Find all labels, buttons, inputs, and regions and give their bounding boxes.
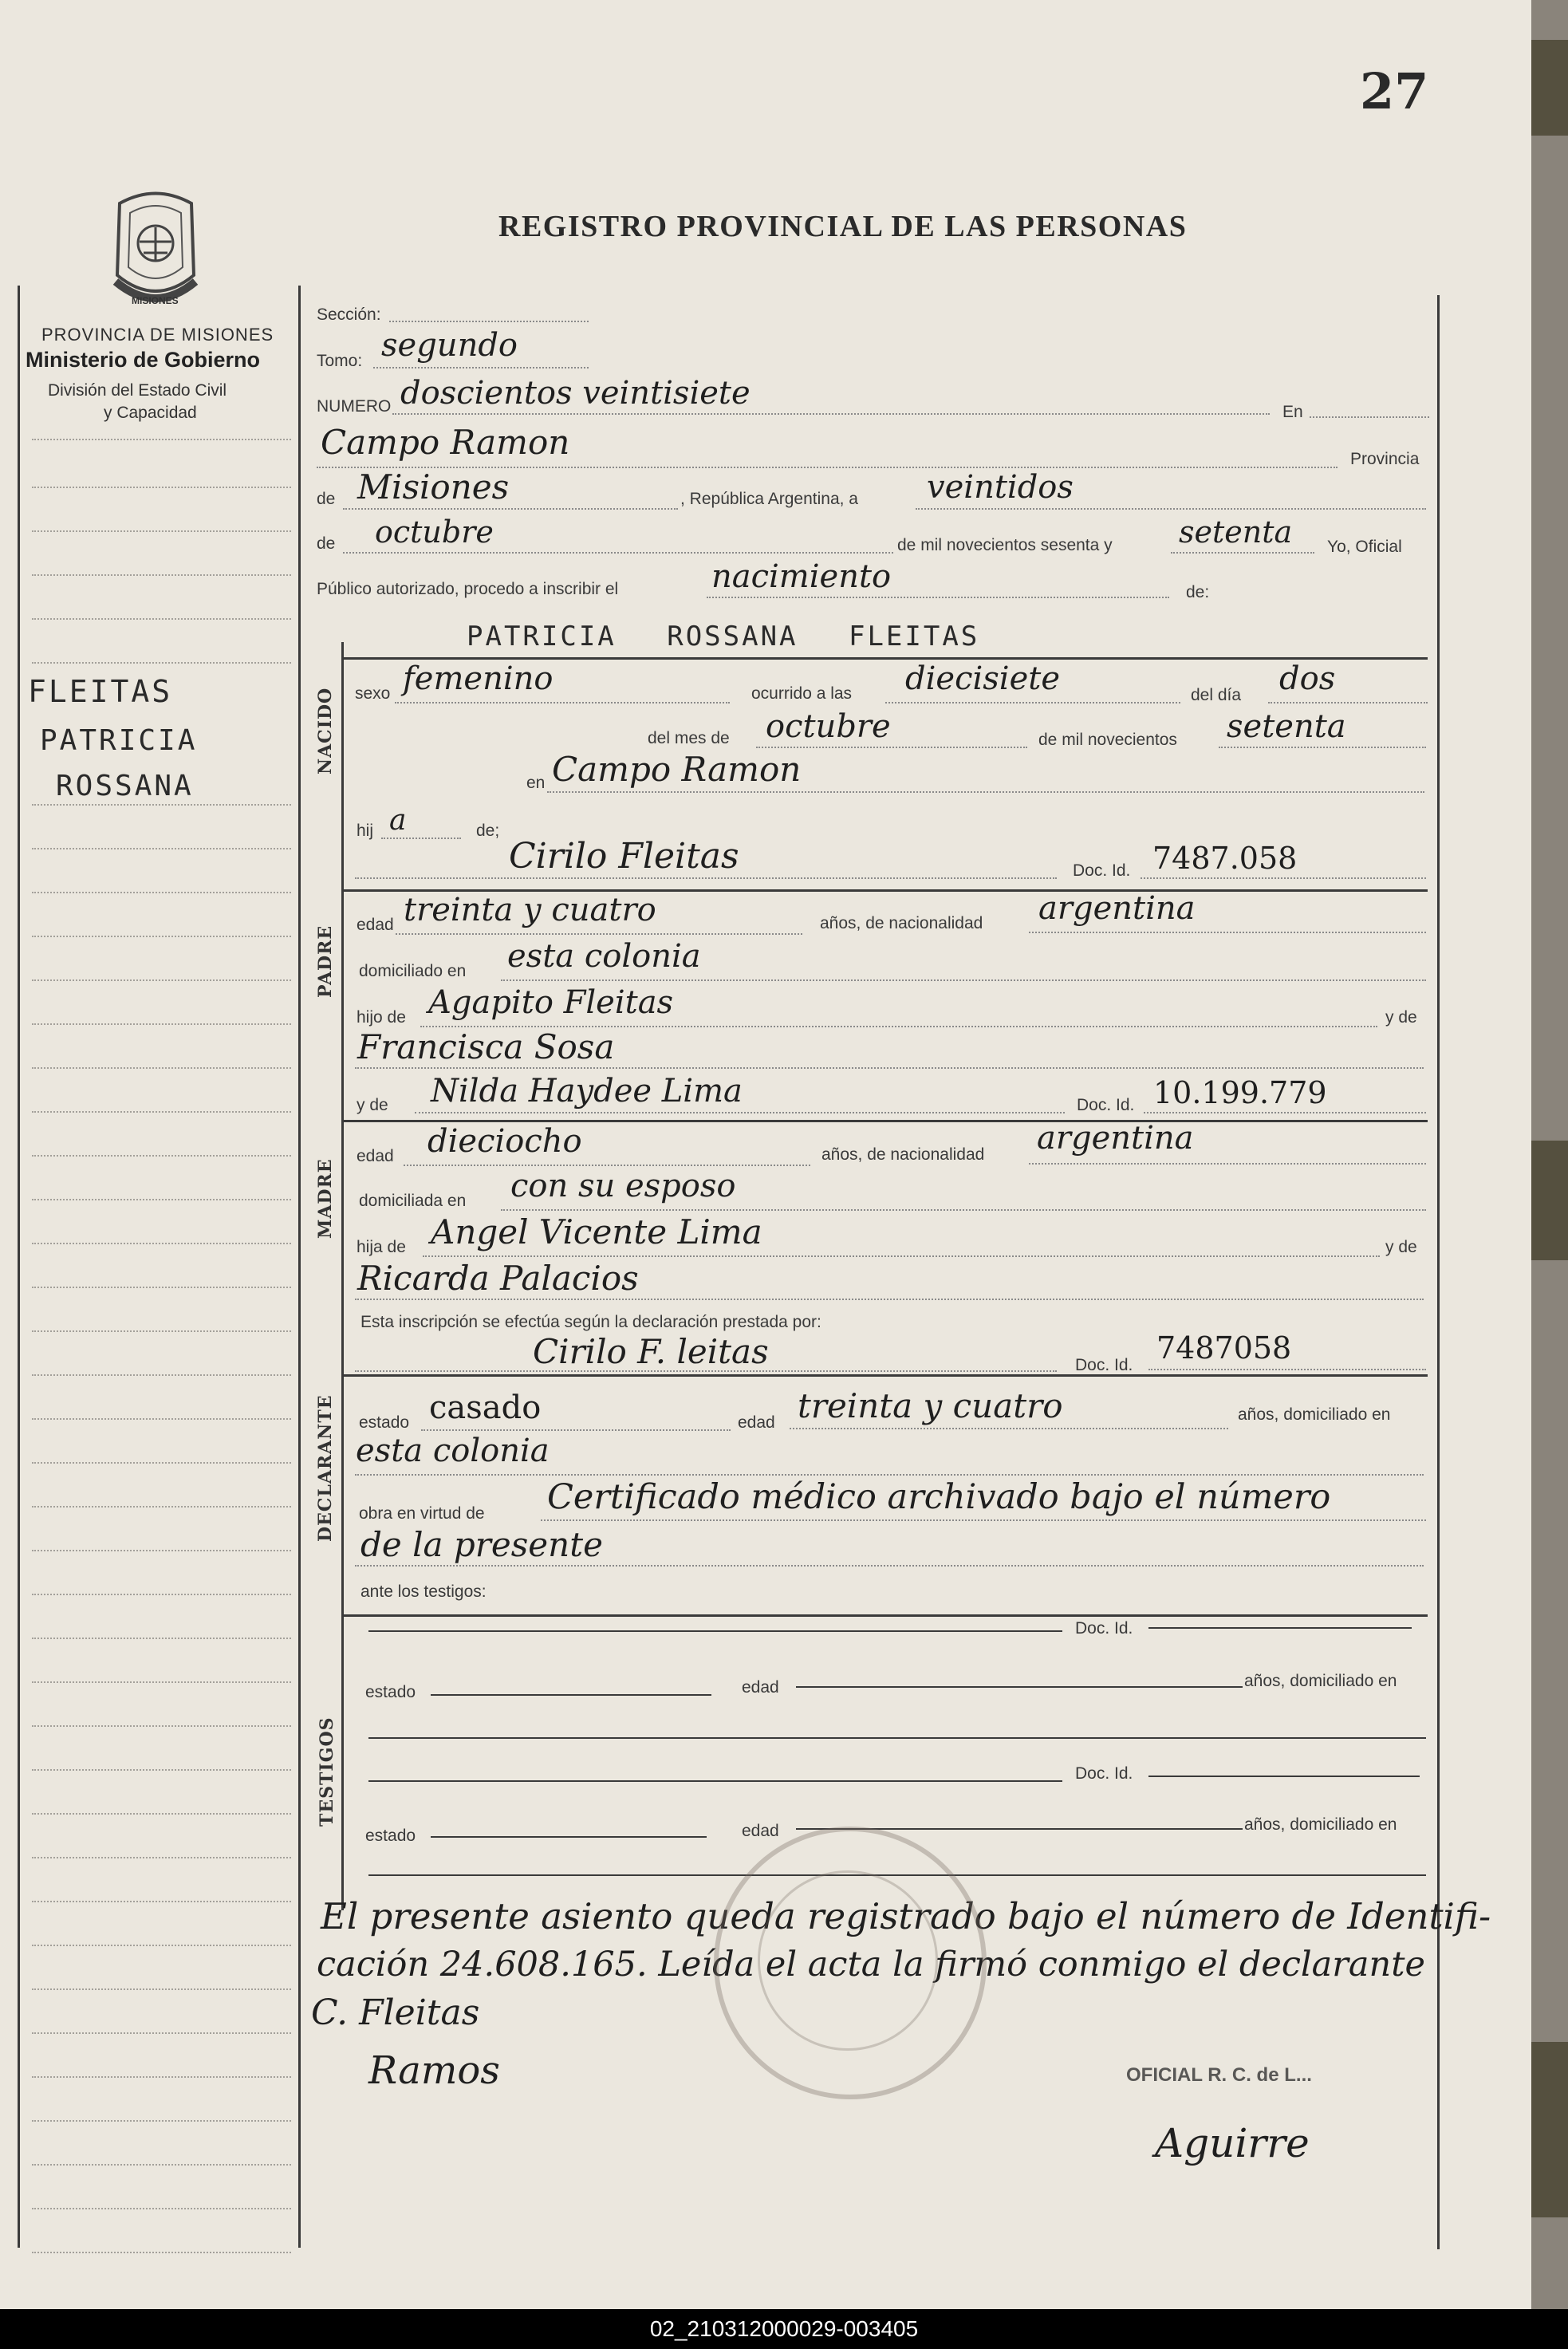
declarante-edad: treinta y cuatro [798,1386,1063,1425]
province-label: PROVINCIA DE MISIONES [41,325,274,345]
frame-right [1437,295,1440,2249]
padre-nacionalidad-field [1029,932,1426,933]
provincia-field [343,508,678,510]
numero-label: NUMERO [317,397,392,416]
lugar-nac-value: Campo Ramon [552,750,802,789]
doc-id-label-5: Doc. Id. [1075,1764,1133,1783]
doc-id-label-4: Doc. Id. [1075,1619,1133,1638]
seccion-field [389,321,589,322]
declarante-domicilio: esta colonia [356,1433,550,1469]
padre-edad-field [396,933,802,935]
doc-id-label: Doc. Id. [1073,861,1131,880]
section-divider-vertical [341,642,344,1910]
provincia-value: Misiones [357,467,510,506]
madre-padre-field [423,1255,1380,1257]
obra-field-2 [355,1565,1424,1567]
de-label-2: de [317,534,336,553]
sexo-label: sexo [355,684,391,703]
madre-domicilio: con su esposo [510,1168,736,1204]
padre-domicilio-field [501,979,1426,981]
hora-field [885,702,1180,704]
section-label-madre: MADRE [315,1158,336,1239]
testigo2-doc-line [1148,1776,1420,1777]
anio-value: setenta [1179,514,1293,550]
section-label-nacido: NACIDO [315,687,336,774]
hij-field [381,838,461,839]
en2-label: en [526,774,546,792]
section-label-declarante: DECLARANTE [315,1394,336,1542]
nombre-inscripto: PATRICIA ROSSANA FLEITAS [467,621,980,652]
padre-doc: 7487.058 [1152,841,1298,876]
domiciliado-label: domiciliado en [359,962,467,980]
madre-doc-field [1144,1112,1426,1113]
madre-madre: Ricarda Palacios [357,1259,639,1298]
dia-field [916,508,1426,510]
testigo2-estado-line [431,1836,707,1838]
binding-tab [1531,40,1568,136]
padre-madre: Francisca Sosa [357,1027,615,1066]
obra-value-1: Certificado médico archivado bajo el número [547,1477,1331,1517]
yo-oficial-label: Yo, Oficial [1327,538,1402,556]
closing-note-1: El presente asiento queda registrado bajo el número de Identifi- [321,1895,1491,1937]
estado-label-3: estado [365,1827,416,1845]
anio-field [1171,552,1314,554]
republica-label: , República Argentina, a [680,490,858,508]
dia-value: veintidos [927,469,1074,506]
official-stamp-text: OFICIAL R. C. de L... [1126,2064,1312,2086]
mes-field [343,552,893,554]
numero-field [392,413,1270,415]
document-id-footer: 02_210312000029-003405 [0,2309,1568,2349]
declarante-doc: 7487058 [1156,1330,1292,1366]
binding-tab [1531,1141,1568,1260]
testigo1-domicilio-line [368,1737,1426,1739]
testigo1-estado-line [431,1694,711,1696]
de-colon-label: de: [1186,583,1210,601]
binding-tab [1531,2042,1568,2217]
padre-nombre: Cirilo Fleitas [509,836,739,877]
hij-label: hij [357,822,374,840]
edad-label-4: edad [742,1678,779,1697]
edad-label: edad [357,916,394,934]
edad-label-5: edad [742,1822,779,1840]
margin-firstname: PATRICIA [40,724,198,757]
madre-nombre-field [415,1112,1065,1113]
margin-surname: FLEITAS [28,674,173,709]
declarante-estado: casado [429,1389,542,1426]
ante-label: ante los testigos: [360,1582,487,1601]
doc-id-label-2: Doc. Id. [1077,1096,1135,1114]
padre-doc-field [1141,877,1426,879]
doc-id-label-3: Doc. Id. [1075,1356,1133,1374]
padre-nombre-field [355,877,1057,879]
rule-nacido [341,657,1428,660]
de-mil2-label: de mil novecientos [1038,731,1177,749]
obra-label: obra en virtud de [359,1504,485,1523]
declarante-doc-field [1148,1369,1426,1370]
page-title: REGISTRO PROVINCIAL DE LAS PERSONAS [498,210,1188,243]
rule-declarante [341,1374,1428,1377]
sexo-value: femenino [403,660,554,697]
section-label-padre: PADRE [315,924,336,998]
inscripcion-label: Esta inscripción se efectúa según la declaración prestada por: [360,1313,821,1331]
en-label: En [1282,403,1303,421]
page-number: 27 [1360,62,1429,120]
y-de-label: y de [1385,1008,1417,1027]
hija-de-label: hija de [357,1238,406,1256]
frame-left-outer [18,286,20,2248]
anio-nac-value: setenta [1227,708,1346,745]
estado-label-2: estado [365,1683,416,1701]
tomo-label: Tomo: [317,352,363,370]
provincia-label: Provincia [1350,450,1420,468]
seccion-label: Sección: [317,305,381,324]
anios-dom-label-2: años, domiciliado en [1244,1672,1397,1690]
publico-label: Público autorizado, procedo a inscribir el [317,580,619,598]
en-field [1310,416,1429,418]
declarante-nombre-field [355,1370,1057,1372]
padre-padre: Agapito Fleitas [428,984,674,1021]
lugar-value: Campo Ramon [321,423,570,462]
dia-nac-value: dos [1279,660,1336,697]
numero-value: doscientos veintisiete [400,375,751,412]
madre-edad-field [404,1165,810,1166]
testigo1-edad-line [796,1686,1243,1688]
edad-label-3: edad [738,1413,775,1432]
round-seal-stamp-inner [758,1870,938,2051]
de-label: de [317,490,336,508]
testigo1-doc-line [1148,1627,1412,1629]
ministry-label: Ministerio de Gobierno [26,348,261,372]
acto-value: nacimiento [711,558,892,595]
signature-witness: Ramos [368,2048,500,2093]
seal-caption: MISIONES [132,295,179,306]
signature-declarante: C. Fleitas [311,1992,480,2033]
division-label-1: División del Estado Civil [48,381,227,400]
division-label-2: y Capacidad [104,404,197,422]
del-dia-label: del día [1191,686,1242,704]
padre-nacionalidad: argentina [1038,890,1196,927]
mes-value: octubre [375,514,494,550]
de2-label: de; [476,822,500,840]
testigo2-name-line [368,1780,1062,1782]
acto-field [707,597,1169,598]
anio-nac-field [1219,747,1426,748]
madre-nacionalidad: argentina [1037,1120,1194,1157]
madre-doc: 10.199.779 [1153,1075,1327,1110]
hij-value: a [389,804,407,837]
obra-value-2: de la presente [360,1525,603,1564]
anios-dom-label-3: años, domiciliado en [1244,1815,1397,1834]
hora-value: diecisiete [905,660,1061,697]
edad-label-2: edad [357,1147,394,1165]
anios-nac-label: años, de nacionalidad [820,914,983,932]
y-de-label-3: y de [1385,1238,1417,1256]
hijo-de-label: hijo de [357,1008,406,1027]
tomo-field [373,367,589,369]
closing-note-2: cación 24.608.165. Leída el acta la firmó conmigo el declarante [317,1945,1425,1984]
padre-madre-field [355,1067,1424,1069]
declarante-edad-field [790,1428,1228,1429]
rule-madre [341,1120,1428,1122]
declarante-estado-field [421,1429,731,1431]
mes-nac-value: octubre [766,708,891,745]
de-mil-label: de mil novecientos sesenta y [897,536,1113,554]
mes-nac-field [756,747,1027,748]
dia-nac-field [1268,702,1428,704]
rule-testigos [341,1614,1428,1617]
obra-field-1 [541,1519,1426,1521]
ocurrido-label: ocurrido a las [751,684,853,703]
del-mes-label: del mes de [648,729,730,747]
padre-edad: treinta y cuatro [404,892,656,928]
anios-dom-label: años, domiciliado en [1238,1405,1391,1424]
madre-domicilio-field [501,1209,1426,1211]
tomo-value: segundo [381,327,518,364]
estado-label: estado [359,1413,410,1432]
anios-nac-label-2: años, de nacionalidad [821,1145,985,1164]
frame-left-inner [298,286,301,2248]
madre-padre: Angel Vicente Lima [431,1212,762,1251]
testigo1-name-line [368,1630,1062,1632]
madre-nacionalidad-field [1029,1163,1426,1165]
declarante-domicilio-field [355,1474,1424,1476]
section-label-testigos: TESTIGOS [317,1716,337,1827]
y-de-label-2: y de [357,1096,388,1114]
signature-official: Aguirre [1155,2120,1310,2166]
madre-edad: dieciocho [427,1123,582,1160]
lugar-nac-field [547,791,1424,793]
sexo-field [395,702,730,704]
declarante-nombre: Cirilo F. leitas [533,1332,769,1371]
domiciliada-label: domiciliada en [359,1192,467,1210]
padre-domicilio: esta colonia [507,938,701,975]
madre-nombre: Nilda Haydee Lima [431,1073,743,1109]
margin-middlename: ROSSANA [56,770,194,802]
madre-madre-field [355,1299,1424,1300]
